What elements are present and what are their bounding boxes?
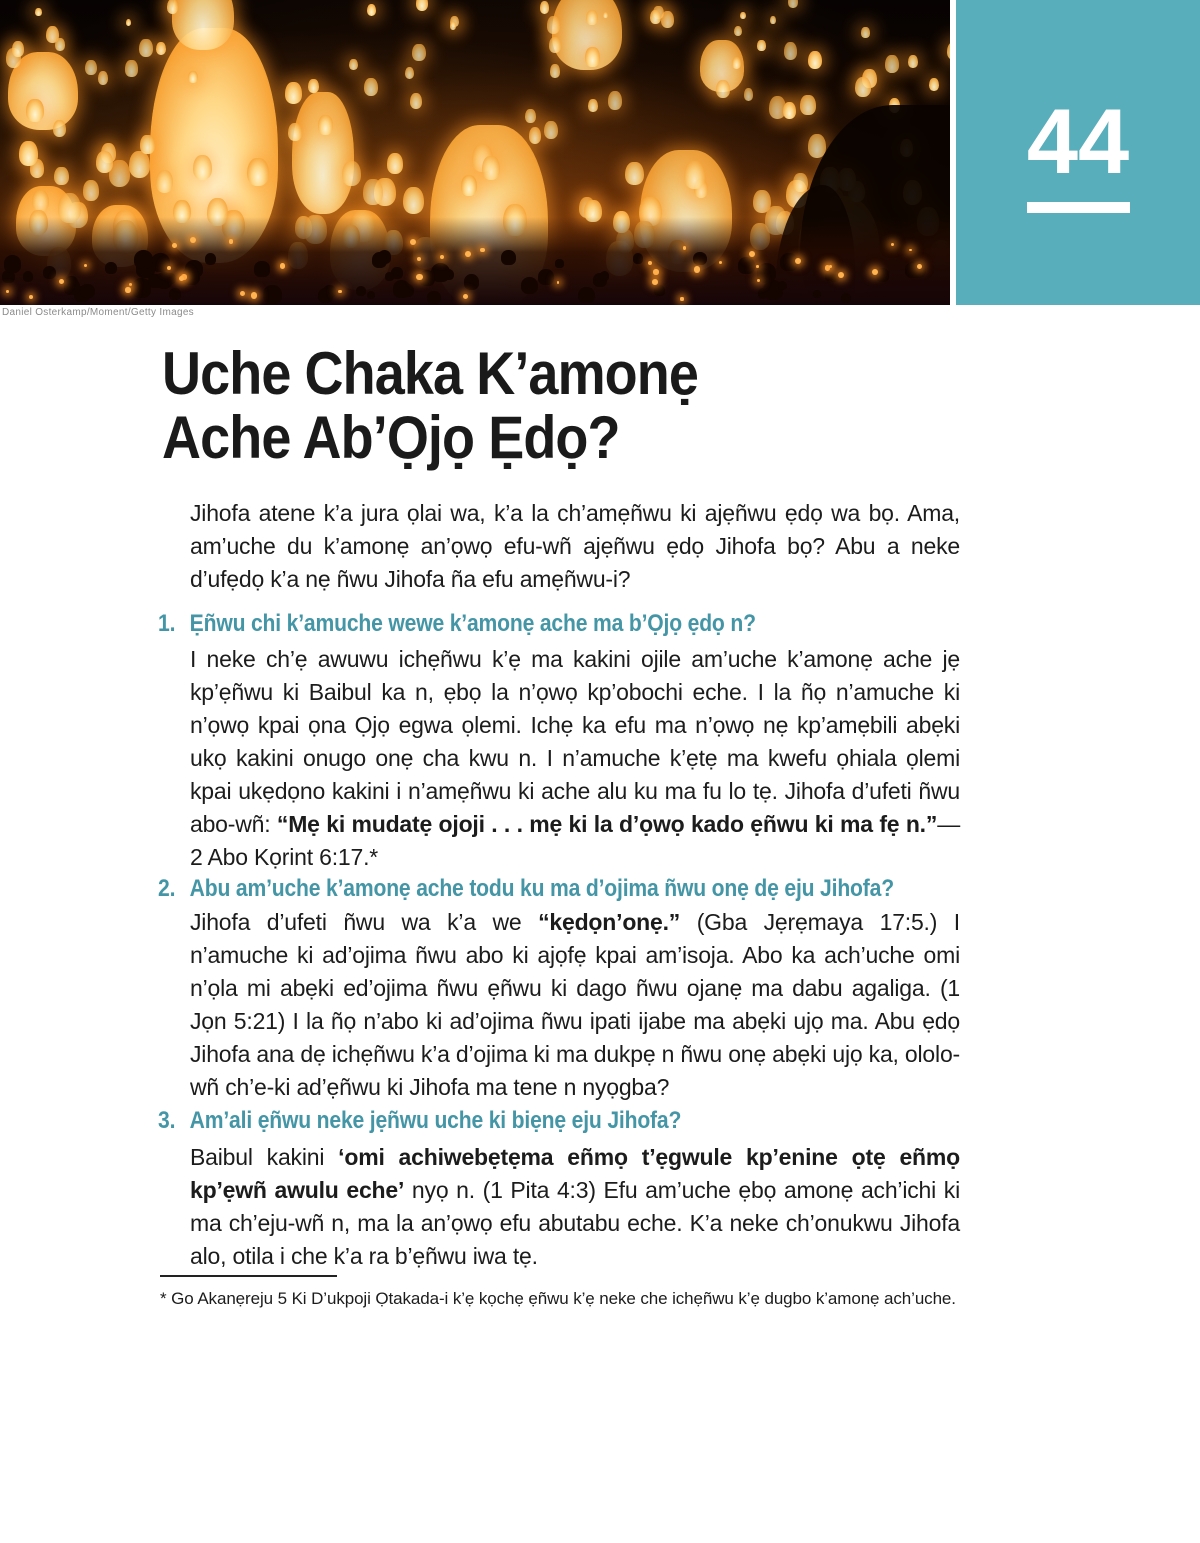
lantern: [126, 19, 131, 26]
person-silhouette: [778, 281, 787, 290]
light-dot: [190, 237, 196, 243]
question-1-number: 1.: [158, 610, 176, 637]
light-dot: [338, 290, 341, 293]
light-dot: [440, 255, 444, 259]
lantern: [35, 8, 41, 16]
light-dot: [416, 274, 422, 280]
lantern: [550, 64, 560, 77]
lantern: [770, 16, 776, 24]
lantern: [625, 162, 643, 186]
light-dot: [829, 265, 832, 268]
lantern: [367, 4, 376, 16]
lantern: [784, 42, 798, 60]
light-dot: [683, 246, 687, 250]
lantern: [716, 80, 730, 98]
lantern: [744, 88, 753, 100]
light-dot: [653, 269, 658, 274]
lantern: [167, 0, 178, 14]
lantern: [318, 115, 333, 135]
person-silhouette: [80, 284, 95, 299]
footnote-divider: [160, 1275, 337, 1277]
person-silhouette: [254, 261, 269, 276]
question-1-text: Ẹñwu chi k’amuche wewe k’amonẹ ache ma b’Ọjọ ẹdọ n?: [189, 610, 756, 637]
person-silhouette: [169, 288, 181, 300]
lantern: [98, 71, 109, 85]
person-silhouette: [501, 250, 516, 265]
person-silhouette: [654, 285, 665, 296]
person-silhouette: [263, 285, 282, 304]
lantern: [525, 109, 536, 123]
lantern: [12, 41, 24, 57]
photo-credit: Daniel Osterkamp/Moment/Getty Images: [2, 307, 194, 318]
lantern: [585, 47, 600, 66]
lantern: [96, 151, 113, 173]
light-dot: [167, 266, 171, 270]
question-1-paragraph: I neke ch’ẹ awuwu ichẹñwu k’ẹ ma kakini ojile am’uche k’amonẹ ache jẹ kp’ẹñwu ki Baibul ka n, ẹbọ la n’ọwọ kp’obochi eche. I la ñọ n’amuche ki n’ọwọ kpai ọna Ọjọ egwa ọlemi. Ichẹ ka efu ma n’ọwọ nẹ kp’amẹbili abẹki ukọ kakini onugo onẹ cha kwu n. I n’amuche k’ẹtẹ ma kwefu ọhiala ọlemi kpai ukẹdọno kakini i n’amẹñwu ki ache alu ku ma fu lo tẹ. Jihofa d’ufeti ñwu abo-wñ: “Mẹ ki mudatẹ ojoji . . . mẹ ki la d’ọwọ kado ẹñwu ki ma fẹ n.”—2 Abo Kọrint 6:17.*: [190, 646, 960, 870]
lantern: [588, 99, 598, 112]
person-silhouette: [165, 273, 176, 284]
lantern: [461, 175, 477, 196]
light-dot: [480, 248, 484, 252]
lantern: [53, 120, 66, 137]
person-silhouette: [813, 290, 821, 298]
lantern: [410, 93, 422, 109]
light-dot: [84, 264, 87, 267]
lantern: [387, 153, 403, 174]
lantern: [855, 77, 871, 98]
lantern: [125, 60, 137, 76]
lantern: [650, 10, 661, 24]
lantern: [292, 92, 354, 214]
person-silhouette: [841, 293, 851, 303]
person-silhouette: [393, 280, 411, 298]
page-number-badge: [956, 0, 1200, 305]
light-dot: [280, 263, 285, 268]
question-2-heading: [158, 874, 894, 904]
light-dot: [891, 243, 894, 246]
person-silhouette: [23, 271, 33, 281]
lantern: [586, 10, 598, 25]
lantern: [193, 155, 212, 180]
page-number: 44: [1026, 91, 1130, 193]
person-silhouette: [464, 274, 480, 290]
light-dot: [719, 261, 722, 264]
lantern: [783, 102, 796, 119]
question-3-text: Am’ali ẹñwu neke jẹñwu uche ki biẹnẹ eju Jihofa?: [189, 1107, 682, 1134]
lantern: [544, 121, 558, 139]
light-dot: [694, 266, 700, 272]
article-title: [162, 342, 698, 470]
light-dot: [838, 272, 844, 278]
lantern: [482, 156, 500, 180]
lantern: [363, 179, 383, 205]
lantern: [793, 173, 808, 192]
crowd-silhouette: [0, 217, 950, 305]
article-title-line-2: Ache Ab’Ọjọ Ẹdọ?: [162, 404, 620, 471]
lantern: [139, 39, 153, 57]
light-dot: [557, 281, 560, 284]
person-silhouette: [385, 272, 394, 281]
lantern: [450, 21, 456, 29]
lantern: [129, 151, 150, 178]
question-3-heading: [158, 1106, 681, 1136]
lantern: [247, 158, 269, 187]
person-silhouette: [134, 250, 153, 269]
intro-paragraph: Jihofa atene k’a jura ọlai wa, k’a la ch’amẹñwu ki ajẹñwu ẹdọ wa bọ. Ama, am’uche du k’amonẹ an’ọwọ efu-wñ ajẹñwu ẹdọ Jihofa bọ? Abu a neke d’ufẹdọ k’a nẹ ñwu Jihofa ña efu amẹñwu-i?: [190, 500, 960, 592]
lantern: [156, 170, 174, 193]
light-dot: [652, 279, 658, 285]
light-dot: [172, 243, 177, 248]
lantern: [800, 95, 815, 115]
person-silhouette: [876, 268, 889, 281]
light-dot: [680, 297, 683, 300]
question-2-paragraph: Jihofa d’ufeti ñwu wa k’a we “kẹdọn’onẹ.” (Gba Jẹrẹmaya 17:5.) I n’amuche ki ad’ojima ñwu abo ki ajọfẹ kpai am’isoja. Abo ka ach’uche omi n’ọla mi abẹki ed’ojima ñwu ẹñwu ki dago ñwu ojanẹ ma dabu agaliga. (1 Jọn 5:21) I la ñọ n’abo ki ad’ojima ñwu ipati ijabe ma abẹki ujọ ma. Abu ẹdọ Jihofa ana dẹ ichẹñwu k’a d’ojima ki ma dukpẹ n ñwu onẹ abẹki ujọ ka, ololo-wñ ch’e-ki ad’ẹñwu ki Jihofa ma tene n nyọgba?: [190, 909, 960, 1100]
lantern: [85, 60, 97, 75]
lantern: [684, 161, 706, 189]
light-dot: [410, 239, 416, 245]
person-silhouette: [367, 291, 375, 299]
lantern: [885, 55, 899, 73]
person-silhouette: [148, 274, 163, 289]
lantern: [288, 123, 302, 141]
lantern: [757, 40, 765, 51]
question-1-heading: [158, 609, 756, 639]
lantern: [55, 38, 65, 51]
question-3-paragraph: Baibul kakini ‘omi achiwebẹtẹma eñmọ t’ẹgwule kp’enine ọtẹ eñmọ kp’ẹwñ awulu eche’ nyọ n. (1 Pita 4:3) Efu am’uche ẹbọ amonẹ ach’ichi ki ma ch’eju-wñ n, ma la an’ọwọ efu abutabu eche. K’a neke ch’onukwu Jihofa alo, otila i che k’a ra b’ẹñwu iwa tẹ.: [190, 1144, 960, 1269]
lantern: [947, 42, 950, 60]
light-dot: [795, 258, 801, 264]
article-title-line-1: Uche Chaka K’amonẹ: [162, 340, 698, 407]
lantern: [529, 127, 542, 144]
person-silhouette: [356, 286, 366, 296]
person-silhouette: [64, 279, 79, 294]
light-dot: [29, 295, 33, 299]
lantern: [608, 91, 622, 110]
person-silhouette: [372, 252, 388, 268]
person-silhouette: [538, 269, 554, 285]
light-dot: [465, 251, 471, 257]
light-dot: [229, 239, 234, 244]
lantern: [908, 55, 918, 68]
light-dot: [756, 265, 759, 268]
person-silhouette: [693, 252, 707, 266]
lantern: [83, 180, 99, 201]
light-dot: [251, 292, 257, 298]
lantern: [172, 0, 234, 50]
lantern: [308, 79, 319, 93]
person-silhouette: [105, 262, 117, 274]
person-silhouette: [738, 257, 755, 274]
hero-photo: [0, 0, 950, 305]
lantern: [547, 16, 561, 34]
lantern: [412, 44, 425, 61]
lantern: [349, 59, 358, 70]
question-2-number: 2.: [158, 875, 176, 902]
person-silhouette: [578, 287, 595, 304]
lantern: [808, 51, 822, 70]
person-silhouette: [427, 291, 440, 304]
lantern: [549, 37, 561, 53]
lantern: [405, 67, 414, 79]
light-dot: [463, 294, 468, 299]
question-2-text: Abu am’uche k’amonẹ ache todu ku ma d’ojima ñwu onẹ dẹ eju Jihofa?: [189, 875, 894, 902]
footnote: [160, 1288, 960, 1309]
person-silhouette: [600, 271, 610, 281]
lantern: [734, 26, 742, 37]
page-number-underline: [1027, 202, 1130, 213]
lantern: [32, 190, 49, 212]
person-silhouette: [4, 255, 21, 272]
lantern: [54, 167, 68, 186]
light-dot: [240, 291, 245, 296]
lantern: [540, 1, 549, 13]
person-silhouette: [205, 253, 217, 265]
lantern: [403, 187, 424, 214]
lantern: [861, 27, 869, 38]
light-dot: [6, 290, 9, 293]
light-dot: [648, 261, 652, 265]
lantern: [929, 78, 939, 91]
light-dot: [125, 287, 130, 292]
lantern: [26, 99, 44, 122]
lantern: [732, 57, 742, 69]
footnote-text: Go Akanẹreju 5 Ki D’ukpoji Ọtakada-i k’ẹ kọchẹ ẹñwu k’ẹ neke che ichẹñwu k’ẹ dugbo k’amonẹ ach’uche.: [171, 1289, 956, 1308]
light-dot: [749, 251, 755, 257]
person-silhouette: [825, 272, 833, 280]
lantern: [140, 135, 154, 154]
footnote-marker: *: [160, 1289, 167, 1308]
lantern: [285, 82, 302, 104]
person-silhouette: [555, 259, 563, 267]
light-dot: [909, 249, 912, 252]
person-silhouette: [43, 266, 56, 279]
lantern: [342, 161, 361, 186]
person-silhouette: [318, 288, 333, 303]
lantern: [188, 71, 198, 84]
person-silhouette: [521, 277, 538, 294]
question-3-number: 3.: [158, 1107, 176, 1134]
light-dot: [417, 257, 421, 261]
person-silhouette: [633, 253, 644, 264]
lantern: [19, 141, 38, 165]
